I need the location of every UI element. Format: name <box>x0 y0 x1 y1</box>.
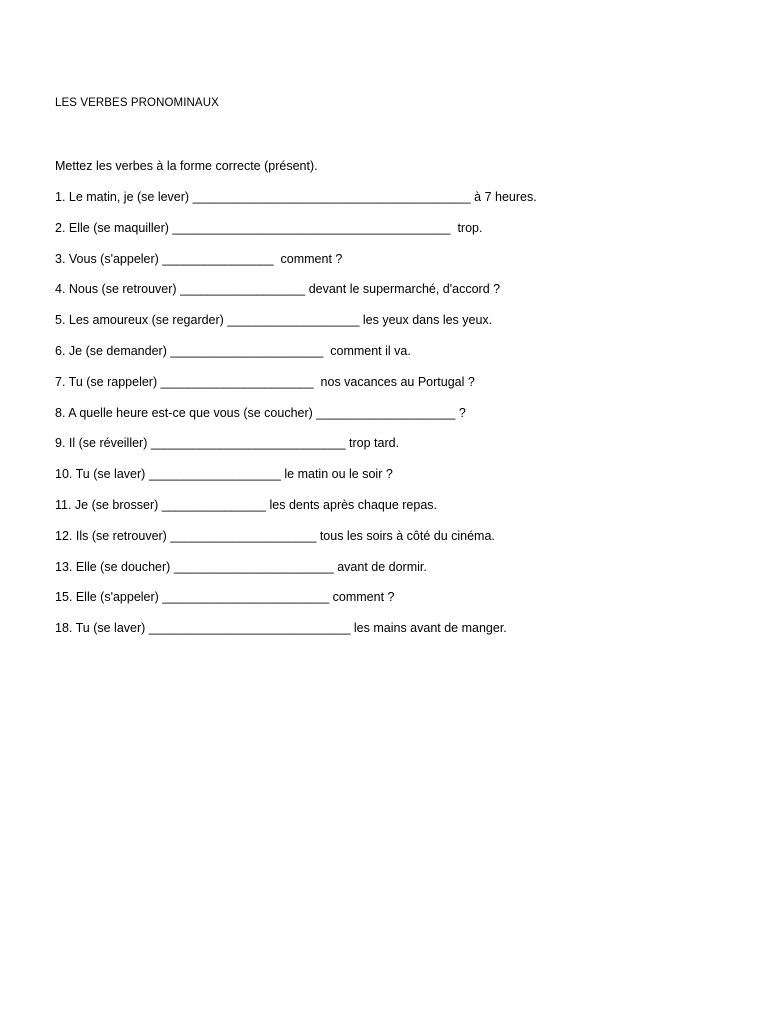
exercise-completion: comment ? <box>332 590 395 605</box>
exercise-completion: devant le supermarché, d'accord ? <box>308 282 501 297</box>
exercise-completion: trop tard. <box>349 436 400 451</box>
exercise-completion: les mains avant de manger. <box>353 621 507 636</box>
exercise-prompt: 3. Vous (s'appeler) <box>55 251 159 266</box>
answer-blank: ______________________ <box>170 343 324 358</box>
exercise-completion: le matin ou le soir ? <box>284 467 393 482</box>
exercise-prompt: 11. Je (se brosser) <box>55 497 159 512</box>
exercise-item <box>55 374 537 405</box>
answer-blank: __________________ <box>180 282 306 297</box>
exercise-item <box>55 312 537 343</box>
exercise-item <box>55 559 537 590</box>
exercise-list <box>55 189 537 651</box>
exercise-item <box>55 620 537 651</box>
answer-blank: ____________________ <box>316 405 456 420</box>
exercise-completion: comment ? <box>277 251 343 266</box>
answer-blank: ________________________ <box>162 590 330 605</box>
exercise-prompt: 6. Je (se demander) <box>55 343 167 358</box>
answer-blank: ___________________ <box>227 313 360 328</box>
exercise-item <box>55 589 537 620</box>
answer-blank: ______________________ <box>160 374 314 389</box>
exercise-completion: nos vacances au Portugal ? <box>317 374 475 389</box>
answer-blank: ____________________________ <box>150 436 346 451</box>
exercise-prompt: 4. Nous (se retrouver) <box>55 282 177 297</box>
answer-blank: ________________ <box>162 251 274 266</box>
exercise-prompt: 18. Tu (se laver) <box>55 621 146 636</box>
exercise-completion: comment il va. <box>326 343 411 358</box>
exercise-prompt: 13. Elle (se doucher) <box>55 559 171 574</box>
exercise-item <box>55 466 537 497</box>
exercise-item <box>55 435 537 466</box>
exercise-prompt: 12. Ils (se retrouver) <box>55 528 167 543</box>
exercise-instruction: Mettez les verbes à la forme correcte (présent). <box>55 159 318 173</box>
exercise-completion: ? <box>458 405 466 420</box>
exercise-prompt: 5. Les amoureux (se regarder) <box>55 313 224 328</box>
answer-blank: ________________________________________ <box>192 190 471 204</box>
exercise-item <box>55 189 537 220</box>
exercise-prompt: 2. Elle (se maquiller) <box>55 220 169 235</box>
exercise-item <box>55 405 537 436</box>
answer-blank: ___________________ <box>148 467 281 482</box>
exercise-prompt: 10. Tu (se laver) <box>55 467 146 482</box>
exercise-prompt: 9. Il (se réveiller) <box>55 436 148 451</box>
exercise-completion: trop. <box>453 220 483 235</box>
exercise-completion: avant de dormir. <box>337 559 427 574</box>
exercise-item <box>55 251 537 282</box>
exercise-item <box>55 497 537 528</box>
exercise-prompt: 1. Le matin, je (se lever) <box>55 190 190 204</box>
answer-blank: _____________________________ <box>148 621 351 636</box>
answer-blank: _____________________ <box>170 528 317 543</box>
exercise-item <box>55 343 537 374</box>
exercise-completion: les yeux dans les yeux. <box>362 313 493 328</box>
exercise-prompt: 15. Elle (s'appeler) <box>55 590 159 605</box>
exercise-item <box>55 220 537 251</box>
exercise-completion: à 7 heures. <box>474 190 537 204</box>
exercise-item <box>55 528 537 559</box>
exercise-item <box>55 281 537 312</box>
exercise-completion: tous les soirs à côté du cinéma. <box>319 528 495 543</box>
answer-blank: ________________________________________ <box>172 220 451 235</box>
answer-blank: _______________________ <box>173 559 334 574</box>
document-title: LES VERBES PRONOMINAUX <box>55 97 219 109</box>
exercise-prompt: 7. Tu (se rappeler) <box>55 374 158 389</box>
answer-blank: _______________ <box>161 497 267 512</box>
exercise-completion: les dents après chaque repas. <box>269 497 437 512</box>
exercise-prompt: 8. A quelle heure est-ce que vous (se coucher) <box>55 405 313 420</box>
